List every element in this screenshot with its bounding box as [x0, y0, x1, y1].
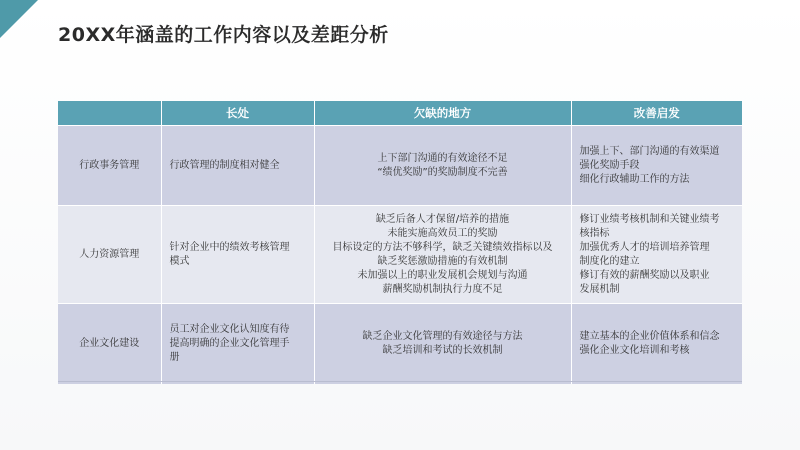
cell-line: 发展机制: [579, 283, 620, 295]
gap-analysis-table: [58, 101, 742, 384]
cell-line: “绩优奖励”的奖励制度不完善: [377, 166, 508, 178]
cell-line: 细化行政辅助工作的方法: [579, 173, 690, 185]
strength-cell: [161, 304, 314, 385]
improvement-cell: [571, 304, 742, 385]
table-bottom-rule: [58, 381, 742, 382]
cell-line: 缺乏企业文化管理的有效途径与方法: [362, 331, 523, 342]
cell-line: 建立基本的企业价值体系和信念: [579, 331, 720, 342]
cell-line: 目标设定的方法不够科学，缺乏关键绩效指标以及: [332, 241, 553, 253]
cell-line: 制度化的建立: [579, 255, 640, 267]
cell-line: 行政管理的制度相对健全: [169, 159, 280, 171]
cell-line: 针对企业中的绩效考核管理: [169, 241, 290, 253]
cell-line: 加强优秀人才的培训培养管理: [579, 241, 710, 253]
cell-line: 修订有效的薪酬奖励以及职业: [579, 269, 710, 281]
cell-line: 员工对企业文化认知度有待: [169, 324, 290, 335]
cell-line: 核指标: [579, 227, 610, 239]
header-empty: [58, 101, 161, 126]
table-row: [58, 126, 742, 206]
gap-analysis-table-wrapper: [58, 101, 742, 384]
gap-cell: [314, 304, 571, 385]
row-label: 企业文化建设: [58, 304, 161, 385]
cell-line: 模式: [169, 255, 190, 267]
improvement-cell: [571, 206, 742, 304]
cell-line: 强化企业文化培训和考核: [579, 345, 690, 356]
cell-line: 提高明确的企业文化管理手: [169, 338, 290, 349]
header-strength: 长处: [161, 101, 314, 126]
cell-line: 缺乏后备人才保留/培养的措施: [375, 213, 510, 225]
cell-line: 修订业绩考核机制和关键业绩考: [579, 213, 720, 225]
strength-cell: [161, 126, 314, 206]
table-row: [58, 206, 742, 304]
cell-line: 未加强以上的职业发展机会规划与沟通: [357, 269, 528, 281]
cell-line: 缺乏奖惩激励措施的有效机制: [377, 255, 508, 267]
cell-line: 缺乏培训和考试的长效机制: [382, 345, 503, 356]
row-label: 人力资源管理: [58, 206, 161, 304]
cell-line: 册: [169, 352, 180, 363]
table-row: [58, 304, 742, 385]
improvement-cell: [571, 126, 742, 206]
corner-accent-triangle: [0, 0, 38, 38]
header-gap: 欠缺的地方: [314, 101, 571, 126]
strength-cell: [161, 206, 314, 304]
row-label: 行政事务管理: [58, 126, 161, 206]
cell-line: 薪酬奖励机制执行力度不足: [382, 283, 503, 295]
cell-line: 加强上下、部门沟通的有效渠道: [579, 145, 720, 157]
header-improvement: 改善启发: [571, 101, 742, 126]
slide-title: 20XX年涵盖的工作内容以及差距分析: [58, 24, 389, 46]
cell-line: 强化奖励手段: [579, 159, 640, 171]
cell-line: 未能实施高效员工的奖励: [387, 227, 498, 239]
gap-cell: [314, 126, 571, 206]
cell-line: 上下部门沟通的有效途径不足: [377, 152, 508, 164]
table-header-row: [58, 101, 742, 126]
gap-cell: [314, 206, 571, 304]
